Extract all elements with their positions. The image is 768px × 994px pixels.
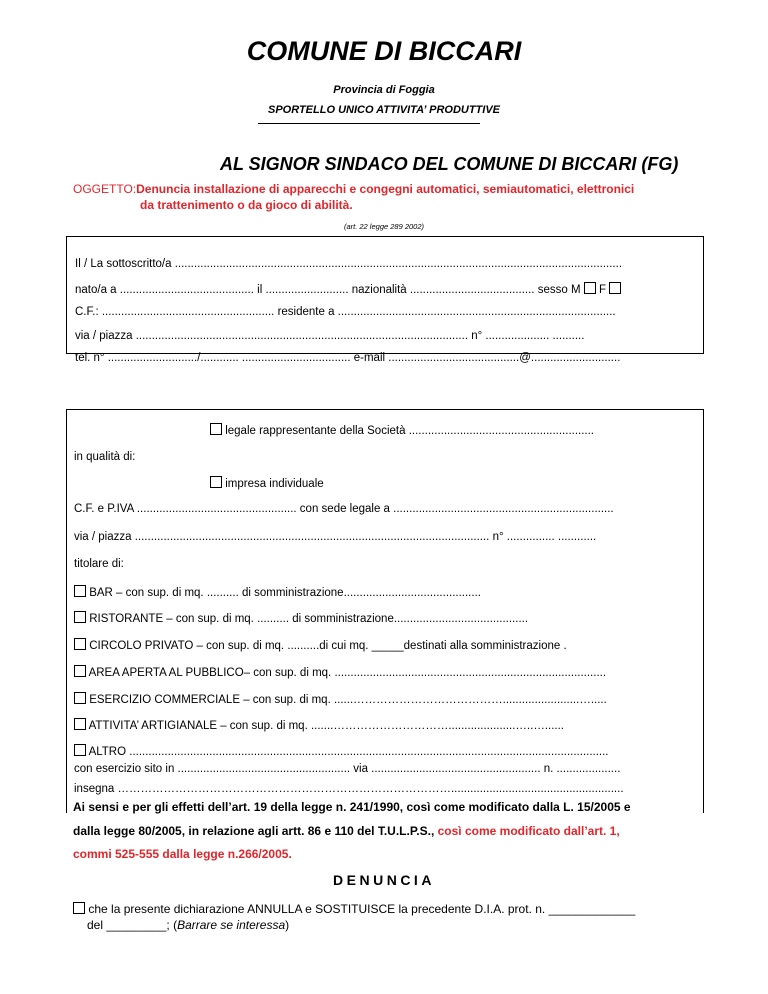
tax-code-field[interactable]: C.F.: ...................................................... residente a .......................................................................................	[75, 306, 616, 318]
legal-text-red: così come modificato dall’art. 1,	[437, 824, 620, 838]
activity-open-area-row	[74, 665, 606, 679]
birth-text[interactable]: nato/a a .......................................... il .......................... nazionalità ....................................... sesso M	[75, 284, 581, 296]
site-field[interactable]: con esercizio sito in ...................................................... via ..................................................... n. ....................	[74, 763, 621, 775]
province-label: Provincia di Foggia	[333, 84, 435, 96]
applicant-section	[66, 236, 704, 364]
legal-paragraph-line-3: commi 525-555 dalla legge n.266/2005.	[73, 847, 292, 861]
legal-rep-row	[210, 423, 594, 437]
activity-open-area-checkbox[interactable]	[74, 665, 86, 677]
sole-trader-label: impresa individuale	[225, 478, 324, 490]
activity-commercial-label: ESERCIZIO COMMERCIALE – con sup. di mq. ......…………………………………........................….....	[89, 694, 607, 706]
legal-text-black: dalla legge 80/2005, in relazione agli artt. 86 e 110 del T.U.L.P.S.,	[73, 824, 438, 838]
activity-other-checkbox[interactable]	[74, 744, 86, 756]
activity-craft-checkbox[interactable]	[74, 718, 86, 730]
subject-text: Denuncia installazione di apparecchi e congegni automatici, semiautomatici, elettronici	[136, 182, 635, 196]
activity-other-label: ALTRO ......................................................................................................................................................	[88, 746, 609, 758]
page-title: COMUNE DI BICCARI	[246, 36, 522, 66]
address-field[interactable]: via / piazza ........................................................................................................ n° .................... ..........	[75, 330, 585, 342]
activity-restaurant-checkbox[interactable]	[74, 611, 86, 623]
activity-restaurant-row	[74, 611, 528, 625]
annul-checkbox[interactable]	[73, 902, 85, 914]
decl-note: Barrare se interessa	[177, 918, 286, 932]
activity-commercial-checkbox[interactable]	[74, 692, 86, 704]
activity-bar-checkbox[interactable]	[74, 585, 86, 597]
activity-bar-row	[74, 585, 481, 599]
legal-paragraph-line-2	[73, 824, 620, 838]
decl-close-paren: )	[285, 918, 290, 932]
contact-field[interactable]: tel. n° ............................/............ .................................. e-mail .........................................@............................	[75, 352, 621, 364]
activity-club-row	[74, 638, 567, 652]
activity-bar-label: BAR – con sup. di mq. .......... di somministrazione...........................................	[89, 587, 481, 599]
applicant-name-field[interactable]: Il / La sottoscritto/a ............................................................................................................................................	[75, 258, 623, 270]
subject-line-1	[73, 182, 634, 196]
legal-rep-label: legale rappresentante della Società ..........................................................	[225, 425, 595, 437]
sex-f-checkbox[interactable]	[609, 282, 621, 294]
header-divider	[258, 123, 480, 124]
activity-club-label: CIRCOLO PRIVATO – con sup. di mq. ..........di cui mq. _____destinati alla somministrazione .	[89, 640, 567, 652]
legal-paragraph-line-1: Ai sensi e per gli effetti dell’art. 19 della legge n. 241/1990, così come modificato dalla L. 15/2005 e	[73, 800, 631, 814]
activity-open-area-label: AREA APERTA AL PUBBLICO– con sup. di mq. .....................................................................................	[88, 667, 607, 679]
activity-craft-row	[74, 718, 564, 732]
declaration-item-1-text: che la presente dichiarazione ANNULLA e SOSTITUISCE la precedente D.I.A. prot. n. _____________	[88, 902, 636, 916]
activity-commercial-row	[74, 692, 607, 706]
applicant-birth-row	[75, 282, 621, 296]
sole-trader-row	[210, 476, 324, 490]
legal-rep-checkbox[interactable]	[210, 423, 222, 435]
activity-club-checkbox[interactable]	[74, 638, 86, 650]
company-street-field[interactable]: via / piazza ............................................................................................................... n° ............... ............	[74, 531, 597, 543]
sole-trader-checkbox[interactable]	[210, 476, 222, 488]
company-section	[66, 409, 704, 813]
office-label: SPORTELLO UNICO ATTIVITA’ PRODUTTIVE	[267, 104, 501, 116]
activity-other-row	[74, 744, 609, 758]
sex-f-label: F	[598, 284, 606, 296]
addressee-heading: AL SIGNOR SINDACO DEL COMUNE DI BICCARI (FG)	[220, 154, 679, 174]
activity-restaurant-label: RISTORANTE – con sup. di mq. .......... di somministrazione..........................................	[89, 613, 529, 625]
vat-field[interactable]: C.F. e P.IVA .................................................. con sede legale a .....................................................................	[74, 503, 614, 515]
declaration-item-1	[73, 902, 635, 916]
sex-m-checkbox[interactable]	[584, 282, 596, 294]
sign-field[interactable]: insegna ……………………………………………………………………………......................................................	[74, 783, 624, 795]
activity-craft-label: ATTIVITA’ ARTIGIANALE – con sup. di mq. .......………………………….....................…..…......	[88, 720, 564, 732]
in-quality-label: in qualità di:	[74, 451, 136, 463]
legal-reference: (art. 22 legge 289 2002)	[343, 222, 425, 231]
subject-label: OGGETTO:	[73, 182, 137, 196]
declaration-heading: DENUNCIA	[333, 872, 435, 888]
declaration-item-1-line-2	[87, 918, 289, 932]
decl-date-text[interactable]: del _________; (	[87, 918, 178, 932]
subject-line-2: da trattenimento o da gioco di abilità.	[140, 198, 353, 212]
holder-of-label: titolare di:	[74, 558, 124, 570]
